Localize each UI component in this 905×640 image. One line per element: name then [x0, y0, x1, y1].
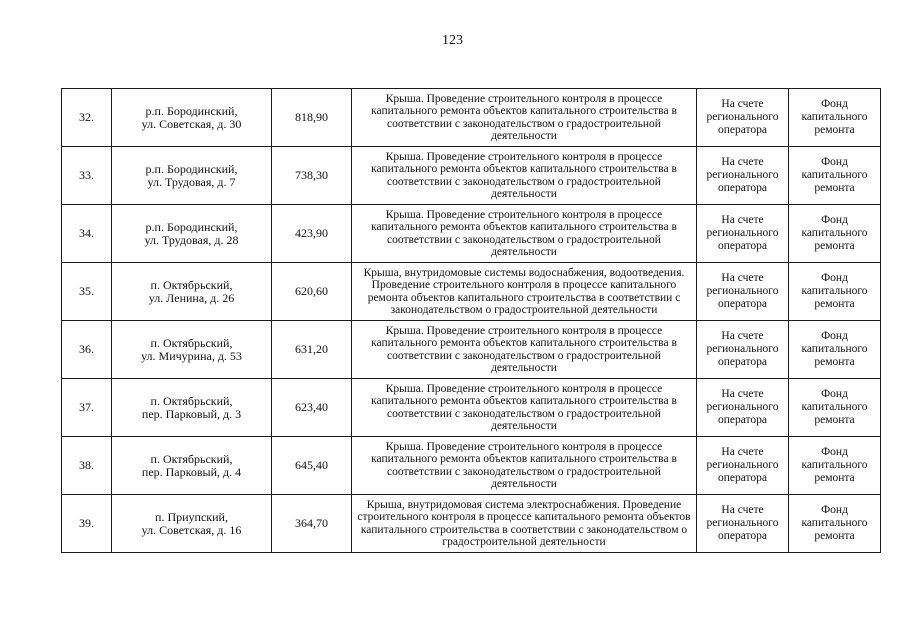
work-description-cell: Крыша. Проведение строительного контроля в процессе капитального ремонта объектов капитального строительства в соответствии с законодательством о градостроительной деятельности: [352, 379, 697, 437]
table-row: [62, 379, 881, 437]
address-street: ул. Трудовая, д. 7: [147, 174, 236, 189]
address-settlement: п. Октябрьский,: [150, 451, 233, 466]
address-settlement: п. Приупский,: [155, 509, 228, 524]
address-settlement: п. Октябрьский,: [150, 277, 233, 292]
address-street: ул. Ленина, д. 26: [148, 290, 235, 305]
area-cell: 364,70: [272, 495, 352, 553]
address-settlement: р.п. Бородинский,: [145, 161, 238, 176]
row-number: 32.: [62, 89, 112, 147]
address-cell: [112, 379, 272, 437]
funding-source-cell: Фонд капитального ремонта: [789, 205, 881, 263]
area-cell: 620,60: [272, 263, 352, 321]
table-row: [62, 205, 881, 263]
row-number: 37.: [62, 379, 112, 437]
work-description-cell: Крыша. Проведение строительного контроля в процессе капитального ремонта объектов капитального строительства в соответствии с законодательством о градостроительной деятельности: [352, 147, 697, 205]
address-street: ул. Советская, д. 16: [141, 522, 242, 537]
funding-method-cell: На счете регионального оператора: [697, 89, 789, 147]
funding-method-cell: На счете регионального оператора: [697, 495, 789, 553]
funding-method-cell: На счете регионального оператора: [697, 379, 789, 437]
funding-method-cell: На счете регионального оператора: [697, 147, 789, 205]
address-street: ул. Трудовая, д. 28: [144, 232, 239, 247]
funding-source-cell: Фонд капитального ремонта: [789, 147, 881, 205]
page-number: 123: [442, 33, 463, 48]
table-row: [62, 263, 881, 321]
funding-method-cell: На счете регионального оператора: [697, 205, 789, 263]
area-cell: 623,40: [272, 379, 352, 437]
work-description-cell: Крыша, внутридомовые системы водоснабжения, водоотведения. Проведение строительного контроля в процессе капитального ремонта объектов капитального строительства в соответствии с законодательством о градостроительной деятельности: [352, 263, 697, 321]
address-settlement: п. Октябрьский,: [150, 335, 233, 350]
address-street: ул. Советская, д. 30: [141, 116, 242, 131]
funding-source-cell: Фонд капитального ремонта: [789, 379, 881, 437]
address-street: пер. Парковый, д. 3: [141, 406, 242, 421]
funding-method-cell: На счете регионального оператора: [697, 437, 789, 495]
address-cell: [112, 263, 272, 321]
row-number: 38.: [62, 437, 112, 495]
table-row: [62, 147, 881, 205]
funding-method-cell: На счете регионального оператора: [697, 263, 789, 321]
work-description-cell: Крыша, внутридомовая система электроснабжения. Проведение строительного контроля в процессе капитального ремонта объектов капитального строительства в соответствии с законодательством о градостроительной деятельности: [352, 495, 697, 553]
capital-repair-table: [61, 88, 881, 553]
area-cell: 818,90: [272, 89, 352, 147]
address-cell: [112, 437, 272, 495]
funding-source-cell: Фонд капитального ремонта: [789, 495, 881, 553]
address-cell: [112, 147, 272, 205]
table-row: [62, 89, 881, 147]
address-settlement: р.п. Бородинский,: [145, 219, 238, 234]
area-cell: 423,90: [272, 205, 352, 263]
funding-source-cell: Фонд капитального ремонта: [789, 321, 881, 379]
funding-source-cell: Фонд капитального ремонта: [789, 437, 881, 495]
row-number: 34.: [62, 205, 112, 263]
row-number: 35.: [62, 263, 112, 321]
area-cell: 645,40: [272, 437, 352, 495]
row-number: 39.: [62, 495, 112, 553]
funding-source-cell: Фонд капитального ремонта: [789, 89, 881, 147]
area-cell: 738,30: [272, 147, 352, 205]
address-cell: [112, 495, 272, 553]
work-description-cell: Крыша. Проведение строительного контроля в процессе капитального ремонта объектов капитального строительства в соответствии с законодательством о градостроительной деятельности: [352, 321, 697, 379]
row-number: 36.: [62, 321, 112, 379]
address-cell: [112, 205, 272, 263]
address-settlement: р.п. Бородинский,: [145, 103, 238, 118]
work-description-cell: Крыша. Проведение строительного контроля в процессе капитального ремонта объектов капитального строительства в соответствии с законодательством о градостроительной деятельности: [352, 437, 697, 495]
table-row: [62, 495, 881, 553]
work-description-cell: Крыша. Проведение строительного контроля в процессе капитального ремонта объектов капитального строительства в соответствии с законодательством о градостроительной деятельности: [352, 205, 697, 263]
work-description-cell: Крыша. Проведение строительного контроля в процессе капитального ремонта объектов капитального строительства в соответствии с законодательством о градостроительной деятельности: [352, 89, 697, 147]
address-street: ул. Мичурина, д. 53: [141, 348, 242, 363]
area-cell: 631,20: [272, 321, 352, 379]
address-cell: [112, 89, 272, 147]
funding-source-cell: Фонд капитального ремонта: [789, 263, 881, 321]
table-row: [62, 437, 881, 495]
address-street: пер. Парковый, д. 4: [141, 464, 242, 479]
row-number: 33.: [62, 147, 112, 205]
address-cell: [112, 321, 272, 379]
address-settlement: п. Октябрьский,: [150, 393, 233, 408]
table-row: [62, 321, 881, 379]
funding-method-cell: На счете регионального оператора: [697, 321, 789, 379]
